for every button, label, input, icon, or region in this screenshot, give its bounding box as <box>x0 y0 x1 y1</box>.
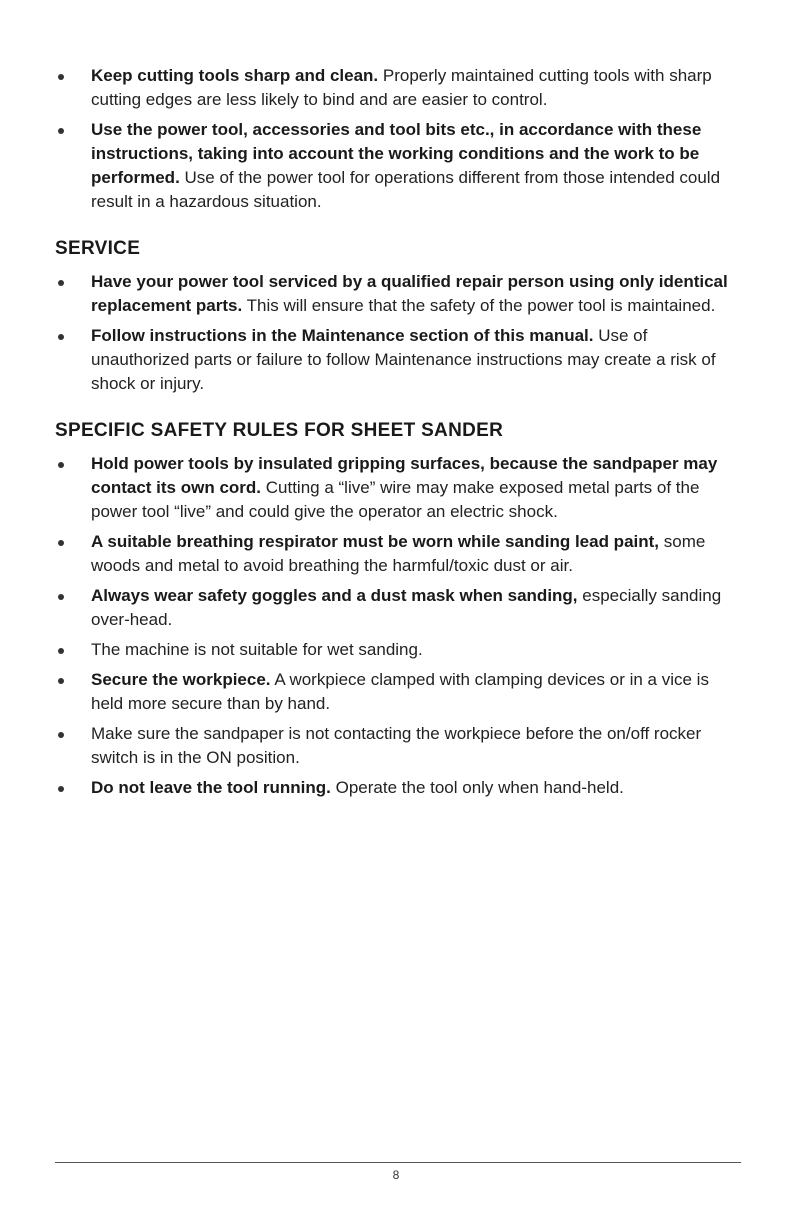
specific-safety-heading: SPECIFIC SAFETY RULES FOR SHEET SANDER <box>55 420 504 441</box>
item-lead: Keep cutting tools sharp and clean. <box>91 66 379 85</box>
intro-list <box>55 64 745 214</box>
manual-page <box>55 64 745 806</box>
item-body: Cutting a “live” wire may make exposed metal parts of the power tool “live” and could give the operator an electric shock. <box>91 478 700 521</box>
list-item <box>55 270 745 318</box>
item-lead: A suitable breathing respirator must be worn while sanding lead paint, <box>91 532 660 551</box>
list-item <box>55 452 745 524</box>
list-item <box>55 324 745 396</box>
bullet-icon <box>58 128 64 134</box>
item-body: some woods and metal to avoid breathing the harmful/toxic dust or air. <box>91 532 706 575</box>
list-item <box>55 584 745 632</box>
item-body: This will ensure that the safety of the power tool is maintained. <box>242 296 716 315</box>
item-body: Use of unauthorized parts or failure to follow Maintenance instructions may create a risk of shock or injury. <box>91 326 716 393</box>
service-list <box>55 270 745 396</box>
bullet-icon <box>58 540 64 546</box>
bullet-icon <box>58 280 64 286</box>
list-item <box>55 722 745 770</box>
bullet-icon <box>58 648 64 654</box>
specific-safety-list <box>55 452 745 800</box>
item-lead: Follow instructions in the Maintenance section of this manual. <box>91 326 594 345</box>
bullet-icon <box>58 786 64 792</box>
item-lead: Secure the workpiece. <box>91 670 271 689</box>
bullet-icon <box>58 732 64 738</box>
item-body: especially sanding over-head. <box>91 586 722 629</box>
list-item <box>55 638 745 662</box>
item-lead: Do not leave the tool running. <box>91 778 331 797</box>
bullet-icon <box>58 462 64 468</box>
item-body: Make sure the sandpaper is not contacting the workpiece before the on/off rocker switch is in the ON position. <box>91 724 702 767</box>
list-item <box>55 776 745 800</box>
item-lead: Always wear safety goggles and a dust mask when sanding, <box>91 586 578 605</box>
bullet-icon <box>58 334 64 340</box>
list-item <box>55 668 745 716</box>
page-number: 8 <box>392 1168 400 1182</box>
list-item <box>55 530 745 578</box>
item-body: Use of the power tool for operations different from those intended could result in a hazardous situation. <box>91 168 721 211</box>
item-body: A workpiece clamped with clamping devices or in a vice is held more secure than by hand. <box>91 670 709 713</box>
item-body: The machine is not suitable for wet sanding. <box>91 640 423 659</box>
list-item <box>55 64 745 112</box>
item-lead: Hold power tools by insulated gripping surfaces, because the sandpaper may contact its own cord. <box>91 454 718 497</box>
list-item <box>55 118 745 214</box>
bullet-icon <box>58 678 64 684</box>
service-heading: SERVICE <box>55 238 141 259</box>
bullet-icon <box>58 74 64 80</box>
item-body: Properly maintained cutting tools with sharp cutting edges are less likely to bind and are easier to control. <box>91 66 712 109</box>
item-lead: Have your power tool serviced by a qualified repair person using only identical replacement parts. <box>91 272 728 315</box>
item-body: Operate the tool only when hand-held. <box>330 778 624 797</box>
item-lead: Use the power tool, accessories and tool bits etc., in accordance with these instructions, taking into account the working conditions and the work to be performed. <box>91 120 702 187</box>
footer-divider <box>55 1162 741 1163</box>
bullet-icon <box>58 594 64 600</box>
